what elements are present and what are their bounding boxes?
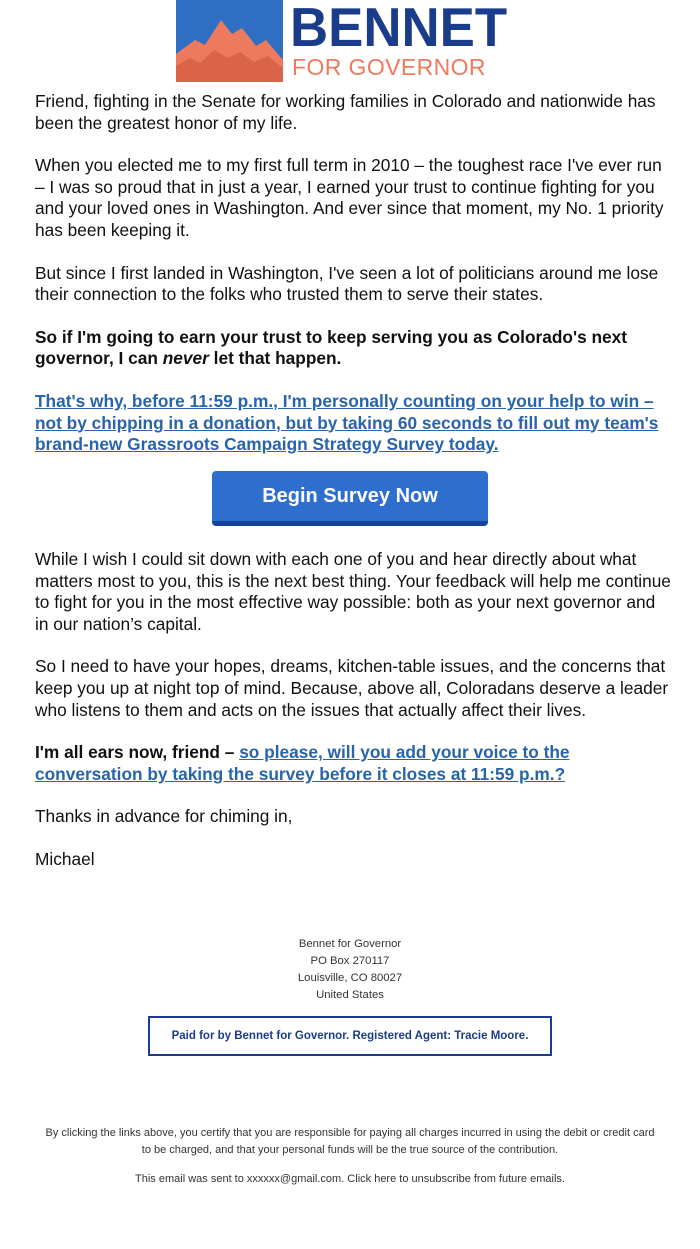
paragraph-1: Friend, fighting in the Senate for working families in Colorado and nationwide has been the greatest honor of my life. — [35, 91, 656, 133]
survey-link-secondary[interactable]: so please, will you add your voice to the conversation by taking the survey before it closes at 11:59 p.m.? — [35, 742, 570, 784]
cta-container — [212, 471, 488, 526]
paragraph-4 — [35, 327, 671, 370]
sign-off: Thanks in advance for chiming in, — [35, 806, 293, 827]
paid-for-disclaimer: Paid for by Bennet for Governor. Registered Agent: Tracie Moore. — [148, 1016, 552, 1056]
paragraph-5 — [35, 391, 671, 456]
paragraph-8 — [35, 742, 671, 785]
paragraph-4-part1: So if I'm going to earn your trust to keep serving you as Colorado's next governor, I can — [35, 326, 628, 369]
paragraph-7: So I need to have your hopes, dreams, kitchen-table issues, and the concerns that keep you up at night top of mind. Because, above all, Coloradans deserve a leader who listens to them and acts on the issues that actually affect their lives. — [35, 656, 669, 720]
footer-country: United States — [316, 989, 384, 1001]
colorado-mountain-icon — [176, 0, 283, 82]
footer-address — [0, 936, 700, 1004]
signature: Michael — [35, 848, 95, 869]
email-body-bottom — [35, 549, 671, 871]
bennet-logo[interactable] — [176, 0, 526, 82]
footer-po-box: PO Box 270117 — [310, 955, 390, 967]
logo-subtitle: FOR GOVERNOR — [292, 54, 486, 80]
paragraph-6: While I wish I could sit down with each one of you and hear directly about what matters most to you, this is the next best thing. Your feedback will help me continue to fight for you in the most effective way possible: both as your next governor and in our nation’s capital. — [35, 549, 671, 634]
logo-wordmark: BENNET — [290, 0, 508, 58]
email-body-top — [35, 91, 671, 456]
unsubscribe-notice[interactable]: This email was sent to xxxxxx@gmail.com. Click here to unsubscribe from future emails. — [135, 1173, 565, 1185]
paragraph-8-lead: I'm all ears now, friend – — [35, 742, 240, 763]
paragraph-2: When you elected me to my first full term in 2010 – the toughest race I've ever run – I was so proud that in just a year, I earned your trust to continue fighting for you and your loved ones in Washington. And ever since that moment, my No. 1 priority has been keeping it. — [35, 155, 664, 240]
legal-notice: By clicking the links above, you certify that you are responsible for paying all charges incurred in using the debit or credit card to be charged, and that your personal funds will be the true source of the contribution. — [45, 1127, 655, 1156]
paragraph-3: But since I first landed in Washington, I've seen a lot of politicians around me lose their connection to the folks who trusted them to serve their states. — [35, 262, 659, 305]
survey-link-primary[interactable]: That's why, before 11:59 p.m., I'm personally counting on your help to win – not by chipping in a donation, but by taking 60 seconds to fill out my team's brand-new Grassroots Campaign Strategy Survey today. — [35, 390, 659, 455]
paragraph-4-emphasis: never — [162, 348, 209, 369]
footer-city: Louisville, CO 80027 — [297, 972, 403, 984]
footer-org: Bennet for Governor — [298, 938, 402, 950]
begin-survey-button[interactable]: Begin Survey Now — [212, 471, 488, 526]
paragraph-4-part2: let that happen. — [208, 348, 342, 369]
email-header — [0, 0, 700, 84]
